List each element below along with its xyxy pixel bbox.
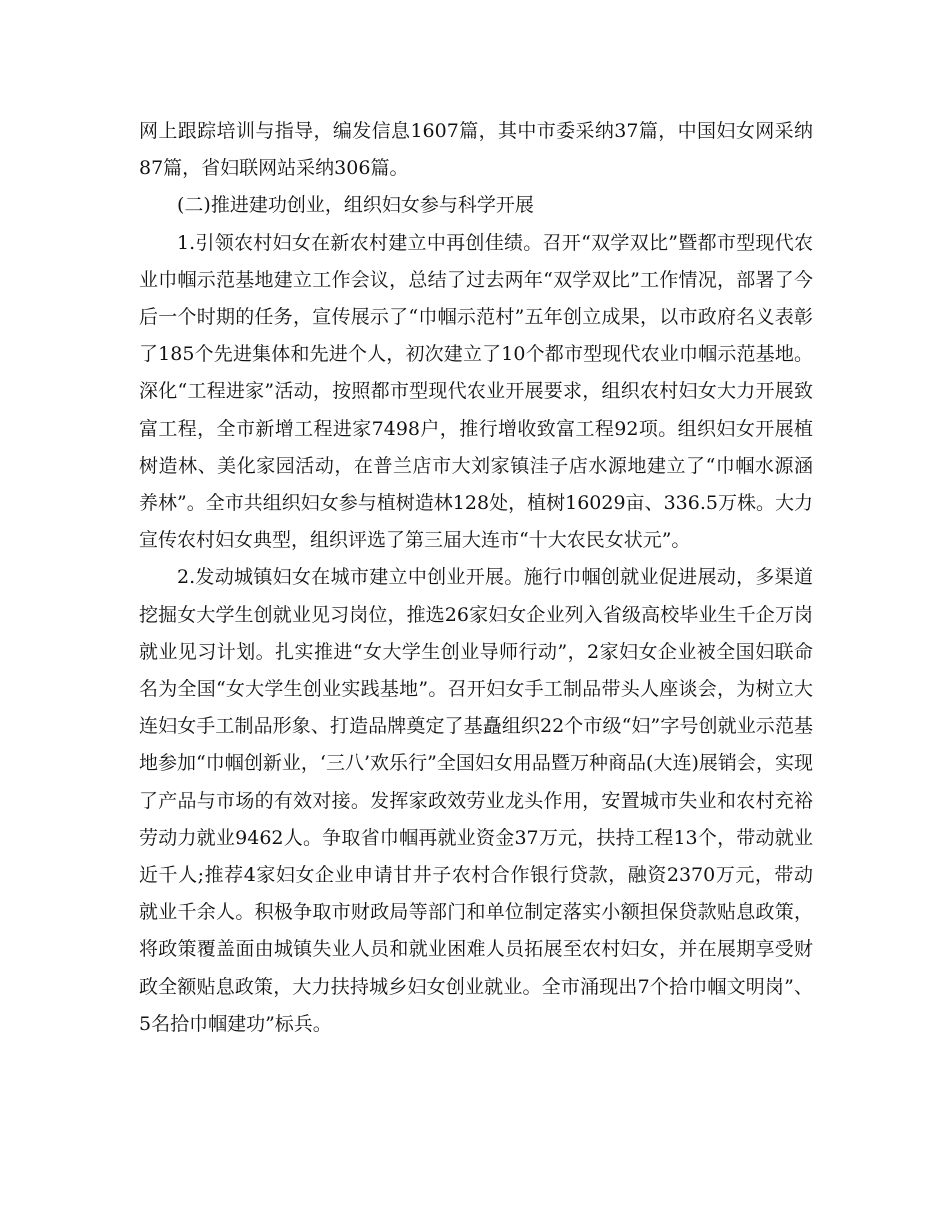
document-body [139,113,813,1043]
paragraph-rural-women: 1.引领农村妇女在新农村建立中再创佳绩。召开“双学双比”暨都市型现代农业巾帼示范基地建立工作会议，总结了过去两年“双学双比”工作情况，部署了今后一个时期的任务，宣传展示了“巾帼示范村”五年创立成果，以市政府名义表彰了185个先进集体和先进个人，初次建立了10个都市型现代农业巾帼示范基地。深化“工程进家”活动，按照都市型现代农业开展要求，组织农村妇女大力开展致富工程，全市新增工程进家7498户，推行增收致富工程92项。组织妇女开展植树造林、美化家园活动，在普兰店市大刘家镇洼子店水源地建立了“巾帼水源涵养林”。全市共组织妇女参与植树造林128处，植树16029亩、336.5万株。大力宣传农村妇女典型，组织评选了第三届大连市“十大农民女状元”。 [139,231,813,552]
section-heading: (二)推进建功创业，组织妇女参与科学开展 [177,194,534,217]
paragraph-continuation: 网上跟踪培训与指导，编发信息1607篇，其中市委采纳37篇，中国妇女网采纳87篇，省妇联网站采纳306篇。 [139,120,813,180]
paragraph-urban-women: 2.发动城镇妇女在城市建立中创业开展。施行巾帼创就业促进展动，多渠道挖掘女大学生创就业见习岗位，推选26家妇女企业列入省级高校毕业生千企万岗就业见习计划。扎实推进“女大学生创业导师行动”，2家妇女企业被全国妇联命名为全国“女大学生创业实践基地”。召开妇女手工制品带头人座谈会，为树立大连妇女手工制品形象、打造品牌奠定了基矗组织22个市级“妇”字号创就业示范基地参加“巾帼创新业，‘三八’欢乐行”全国妇女用品暨万种商品(大连)展销会，实现了产品与市场的有效对接。发挥家政效劳业龙头作用，安置城市失业和农村充裕劳动力就业9462人。争取省巾帼再就业资金37万元，扶持工程13个，带动就业近千人;推荐4家妇女企业申请甘井子农村合作银行贷款，融资2370万元，带动就业千余人。积极争取市财政局等部门和单位制定落实小额担保贷款贴息政策，将政策覆盖面由城镇失业人员和就业困难人员拓展至农村妇女，并在展期享受财政全额贴息政策，大力扶持城乡妇女创业就业。全市涌现出7个拾巾帼文明岗”、5名拾巾帼建功”标兵。 [139,566,813,1035]
